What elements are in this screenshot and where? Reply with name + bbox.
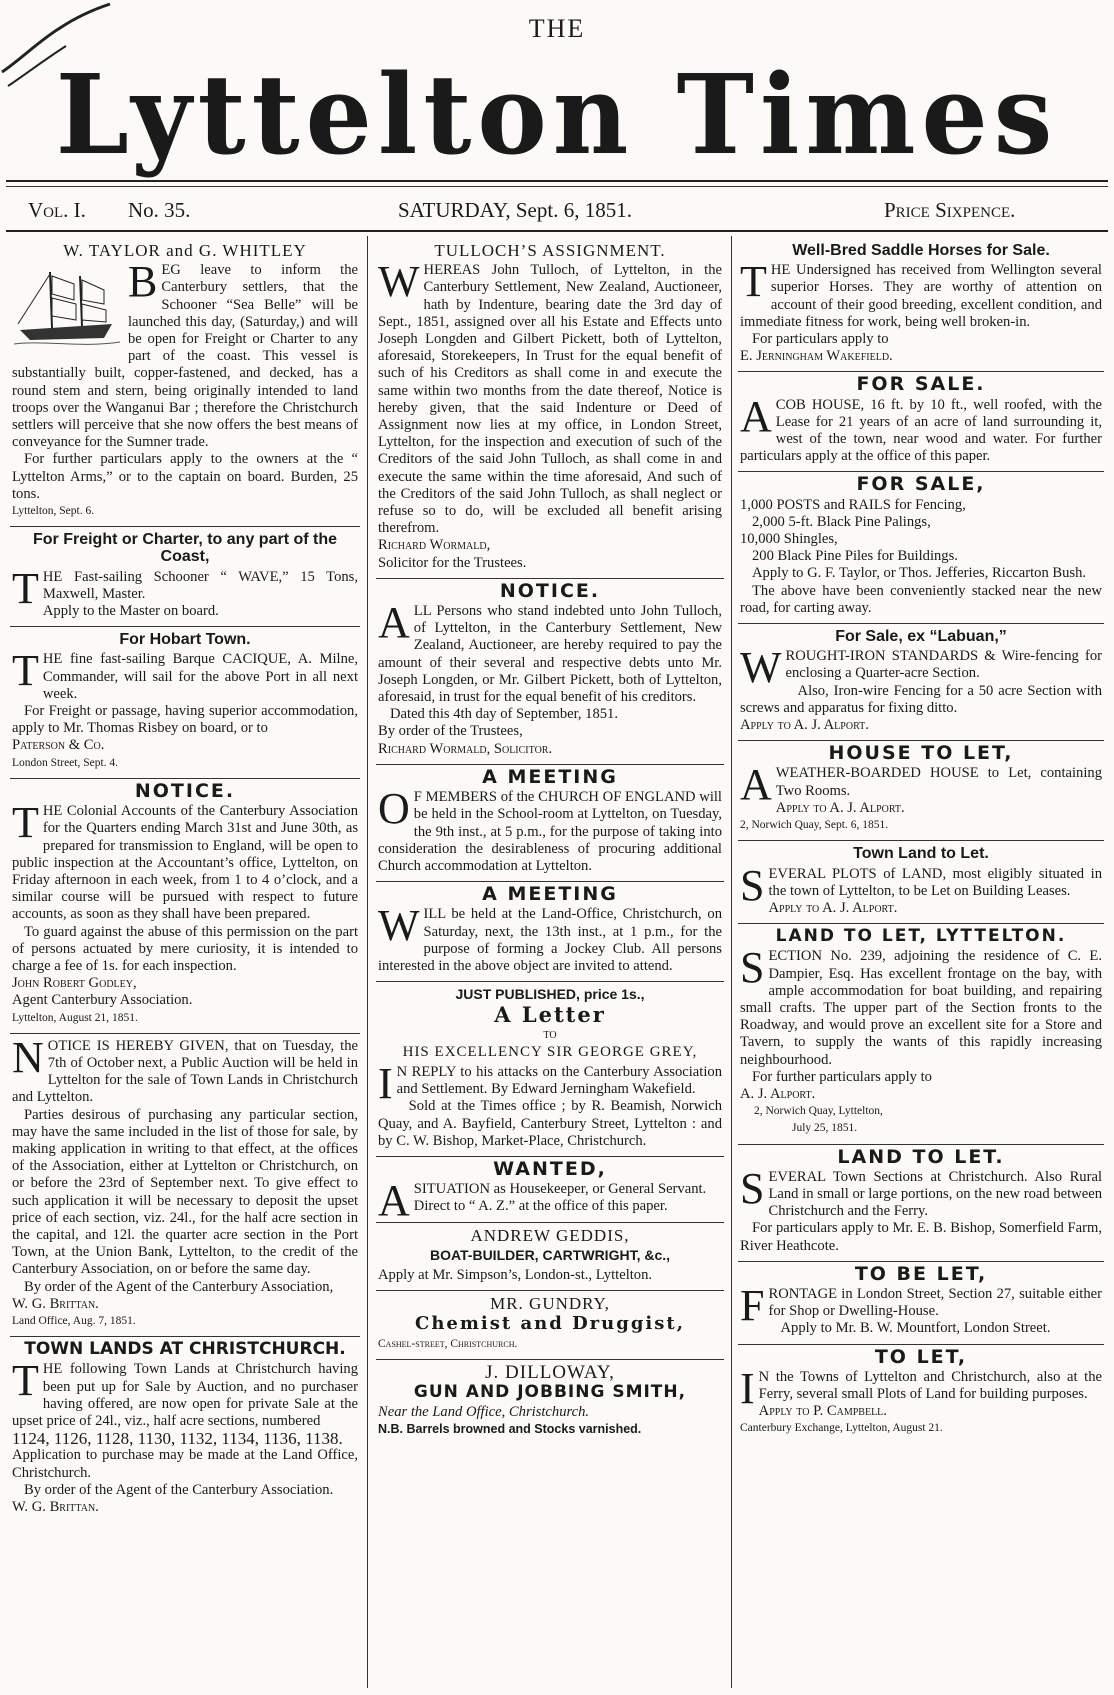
ad-heading: NOTICE. xyxy=(499,579,601,602)
ad-place-date: Land Office, Aug. 7, 1851. xyxy=(12,1314,136,1327)
ad-signature: W. G. Brittan. xyxy=(12,1295,99,1312)
volume: Vol. I. xyxy=(28,198,86,222)
ad-signature: E. Jerningham Wakefield. xyxy=(740,348,893,365)
business-address: Near the Land Office, Christchurch. xyxy=(378,1404,590,1421)
ad-church-meeting xyxy=(376,765,724,882)
column-2 xyxy=(376,238,724,1445)
drop-cap: T xyxy=(740,257,767,307)
ad-body: OTICE IS HEREBY GIVEN, that on Tuesday, the 7th of October next, a Public Auction will be held in Lyttelton for the sale of Town Lands in Christchurch and Lyttelton. xyxy=(12,1037,358,1106)
ad-signature-title: Solicitor for the Trustees. xyxy=(378,554,527,571)
drop-cap: W xyxy=(740,643,782,693)
ad-body-2: Dated this 4th day of September, 1851. xyxy=(390,706,619,723)
ad-body-2: Direct to “ A. Z.” at the office of this paper. xyxy=(413,1198,668,1215)
drop-cap: T xyxy=(12,798,39,848)
ad-saddle-horses xyxy=(738,238,1104,372)
ad-body: COB HOUSE, 16 ft. by 10 ft., well roofed, with the Lease for 21 years of an acre of land surrounding it, west of the town, near wood and water. For further particulars apply at the office of this paper. xyxy=(740,396,1102,465)
ad-body: N REPLY to his attacks on the Canterbury Association and Settlement. By Edward Jerningham Wakefield. xyxy=(396,1063,722,1098)
ad-body: HE Colonial Accounts of the Canterbury Association for the Quarters ending March 31st and June 30th, as prepared for transmission to England, will be open to public inspection at the Accountant’s office, Lyttelton, on Friday afternoon in each week, from 1 to 4 o’clock, and a similar course will be pursued with respect to future accounts, as soon as they shall have been prepared. xyxy=(12,803,358,923)
ad-signature: Paterson & Co. xyxy=(12,737,105,754)
ad-labuan-fencing xyxy=(738,624,1104,741)
ad-heading: LAND TO LET, LYTTELTON. xyxy=(775,926,1067,947)
ad-jockey-club-meeting xyxy=(376,882,724,982)
ad-signature: Apply to A. J. Alport. xyxy=(768,899,898,916)
ad-body-3: By order of the Trustees, xyxy=(378,723,523,740)
drop-cap: A xyxy=(740,760,772,810)
section-numbers: 1124, 1126, 1128, 1130, 1132, 1134, 1136, 1138. xyxy=(12,1429,343,1449)
ad-date: July 25, 1851. xyxy=(792,1122,858,1135)
ad-body: WEATHER-BOARDED HOUSE to Let, containing Two Rooms. xyxy=(775,765,1102,799)
ad-body: F MEMBERS of the CHURCH OF ENGLAND will be held in the School-room at Lyttelton, on Tuesday, the 9th inst., at 5 p.m., for the purpose of taking into consideration the desirableness of procuring additional Church accommodation at Lyttelton. xyxy=(378,789,722,874)
business-trade: GUN AND JOBBING SMITH, xyxy=(413,1381,687,1402)
ad-letter-published xyxy=(376,982,724,1157)
drop-cap: S xyxy=(740,860,765,910)
ad-place-date: Lyttelton, August 21, 1851. xyxy=(12,1011,138,1024)
ad-body: ROUGHT-IRON STANDARDS & Wire-fencing for enclosing a Quarter-acre Section. xyxy=(785,648,1102,682)
ad-body: HE following Town Lands at Christchurch having been put up for Sale by Auction, and no purchaser having offered, are now open for private Sale at the upset price of 24l., viz., half acre sections, numbered xyxy=(12,1361,358,1429)
item-line-2: 2,000 5-ft. Black Pine Palings, xyxy=(752,513,931,530)
ad-to-let-plots xyxy=(738,1345,1104,1444)
ad-place-date: London Street, Sept. 4. xyxy=(12,756,119,769)
ad-hobart xyxy=(10,627,360,779)
business-trade: Chemist and Druggist, xyxy=(415,1313,685,1335)
ad-body: Apply to G. F. Taylor, or Thos. Jefferies, Riccarton Bush. xyxy=(752,565,1087,582)
ad-heading: For Hobart Town. xyxy=(119,631,251,649)
ad-signature: John Robert Godley, xyxy=(12,975,137,992)
ad-heading: Town Land to Let. xyxy=(853,845,989,863)
publication-addressee: HIS EXCELLENCY SIR GEORGE GREY, xyxy=(402,1043,698,1060)
ad-body: EVERAL PLOTS of LAND, most eligibly situated in the town of Lyttelton, to be Let on Building Leases. xyxy=(768,865,1102,899)
ad-signature: Apply to A. J. Alport. xyxy=(775,799,905,816)
ad-town-land-to-let xyxy=(738,841,1104,924)
ad-body-3: By order of the Agent of the Canterbury Association. xyxy=(24,1481,334,1498)
ad-body-2: Sold at the Times office ; by R. Beamish, Norwich Quay, and A. Bayfield, Canterbury Street, Lyttelton : and by C. W. Bishop, Market-Place, Christchurch. xyxy=(378,1098,722,1149)
item-line-1: 1,000 POSTS and RAILS for Fencing, xyxy=(740,496,966,513)
ad-land-lyttelton xyxy=(738,924,1104,1144)
ad-house-to-let xyxy=(738,741,1104,841)
ad-body: EVERAL Town Sections at Christchurch. Also Rural Land in small or large portions, on the new road between Christchurch and the Ferry. xyxy=(768,1168,1102,1220)
dateline-rule xyxy=(6,230,1108,232)
ad-heading: Well-Bred Saddle Horses for Sale. xyxy=(792,242,1050,259)
ad-heading: W. TAYLOR and G. WHITLEY xyxy=(63,241,307,260)
drop-cap: T xyxy=(12,646,39,696)
publication-title: A Letter xyxy=(494,1002,606,1028)
business-address: Cashel-street, Christchurch. xyxy=(378,1337,518,1350)
business-name: J. DILLOWAY, xyxy=(485,1361,615,1383)
ad-tulloch-debts xyxy=(376,579,724,765)
drop-cap: I xyxy=(378,1058,393,1108)
ad-body: EG leave to inform the Canterbury settlers, that the Schooner “Sea Belle” will be launched this day, (Saturday,) and will be open for Freight or Charter to any part of the coast. This vessel is substantially built, copper-fastened, and decked, has a round stem and stern, being originally intended to land troops over the Wanganui Bar ; therefore the Christchurch settlers will perceive that she now offers the best means of conveyance for the Sumner trade. xyxy=(12,262,358,451)
ad-heading: For Freight or Charter, to any part of the Coast, xyxy=(32,531,338,566)
ad-signature: A. J. Alport. xyxy=(740,1085,816,1102)
ad-body-2: For particulars apply to Mr. E. B. Bishop, Somerfield Farm, River Heathcote. xyxy=(740,1220,1102,1254)
ad-body: HE fine fast-sailing Barque CACIQUE, A. Milne, Commander, will sail for the above Port in all next week. xyxy=(42,651,358,702)
column-divider-2 xyxy=(731,236,732,1688)
ad-signature: Apply to P. Campbell. xyxy=(758,1403,887,1420)
column-1 xyxy=(10,238,360,1522)
ad-heading: TO LET, xyxy=(874,1345,968,1368)
ad-body-2: Apply to the Master on board. xyxy=(42,603,219,620)
drop-cap: N xyxy=(12,1032,44,1082)
drop-cap: I xyxy=(740,1363,755,1413)
ad-body-2: For particulars apply to xyxy=(752,331,889,348)
drop-cap: A xyxy=(740,391,772,441)
business-trade: BOAT-BUILDER, CARTWRIGHT, &c., xyxy=(429,1246,671,1263)
ad-signature: Apply to A. J. Alport. xyxy=(740,717,869,734)
ad-town-lands xyxy=(10,1337,360,1522)
dateline xyxy=(0,198,1114,228)
newspaper-title: Lyttelton Times xyxy=(55,49,1059,180)
ad-tulloch-assignment xyxy=(376,238,724,579)
drop-cap: O xyxy=(378,784,410,834)
ad-gundry xyxy=(376,1291,724,1360)
ad-heading: FOR SALE. xyxy=(856,373,986,396)
ad-body: ECTION No. 239, adjoining the residence of C. E. Dampier, Esq. Has excellent frontage on the bay, with ample accommodation for boat building, and repairing small crafts. The upper part of the Section fronts to the Roadway, and would prove an excellent site for a Store and Tavern, to supply the wants of this rapidly increasing neighbourhood. xyxy=(740,948,1102,1068)
ad-body-2: The above have been conveniently stacked near the new road, for carting away. xyxy=(740,582,1102,616)
drop-cap: T xyxy=(12,1356,39,1406)
ad-heading: WANTED, xyxy=(493,1157,607,1180)
ad-wave xyxy=(10,527,360,627)
drop-cap: W xyxy=(378,257,420,307)
price: Price Sixpence. xyxy=(884,198,1016,222)
ad-wanted xyxy=(376,1157,724,1226)
drop-cap: A xyxy=(378,1176,410,1226)
ad-body-2: To guard against the abuse of this permission on the part of persons actuated by mere curiosity, it is intended to charge a fee of 1s. for each inspection. xyxy=(12,923,358,974)
ad-body: RONTAGE in London Street, Section 27, suitable either for Shop or Dwelling-House. xyxy=(768,1285,1102,1320)
ad-heading: A MEETING xyxy=(482,765,618,788)
ad-body-2: Apply to Mr. B. W. Mountfort, London Street. xyxy=(780,1320,1051,1337)
item-line-3: 10,000 Shingles, xyxy=(740,531,838,548)
ad-body: HEREAS John Tulloch, of Lyttelton, in the Canterbury Settlement, New Zealand, Auctioneer, hath by Indenture, bearing date the 3rd day of Sept., 1851, assigned over all his Estate and Effects unto Joseph Longden and Gilbert Pickett, both of Lyttelton, aforesaid, Storekeepers, In Trust for the equal benefit of such of his Creditors as shall come in and execute the same within two months from the date thereof, Notice is hereby given, that the said Indenture or Deed of Assignment now lies at my office, in London Street, Lyttelton, for the inspection and execution of such of the Creditors of the said John Tulloch, as shall come in and execute the same within the time aforesaid, And such of the Creditors of the said John Tulloch, as shall neglect or refuse so to do, will be excluded all benefit arising therefrom. xyxy=(378,262,722,537)
masthead-the: THE xyxy=(528,14,586,43)
business-note: N.B. Barrels browned and Stocks varnished. xyxy=(378,1422,642,1437)
ad-heading: FOR SALE, xyxy=(856,473,986,496)
masthead-rule-inner xyxy=(6,186,1108,187)
ad-public-auction xyxy=(10,1034,360,1337)
drop-cap: S xyxy=(740,943,765,993)
issue-date: SATURDAY, Sept. 6, 1851. xyxy=(398,198,632,222)
ad-heading: A MEETING xyxy=(482,883,618,906)
ad-cob-house xyxy=(738,372,1104,472)
business-address: Apply at Mr. Simpson’s, London-st., Lyttelton. xyxy=(378,1266,653,1283)
publication-to: TO xyxy=(543,1029,557,1041)
ad-place-date: Lyttelton, Sept. 6. xyxy=(12,505,95,518)
drop-cap: B xyxy=(128,257,158,307)
item-line-4: 200 Black Pine Piles for Buildings. xyxy=(752,548,958,565)
ad-body: SITUATION as Housekeeper, or General Servant. xyxy=(413,1181,707,1198)
ad-body-2: Also, Iron-wire Fencing for a 50 acre Section with screws and apparatus for fixing ditto. xyxy=(740,682,1102,716)
masthead xyxy=(0,0,1114,190)
masthead-rule-top xyxy=(6,180,1108,182)
ad-body: LL Persons who stand indebted unto John Tulloch, of Lyttelton, in the Canterbury Settlement, New Zealand, Auctioneer, are hereby required to pay the amount of their several and respective debts unto Mr. Joseph Longden, or Mr. Gilbert Pickett, both of Lyttelton, aforesaid, in trust for the equal benefit of his creditors. xyxy=(378,603,722,706)
ad-body: HE Fast-sailing Schooner “ WAVE,” 15 Tons, Maxwell, Master. xyxy=(42,568,358,602)
ad-colonial-accounts xyxy=(10,779,360,1034)
ad-body-3: By order of the Agent of the Canterbury Association, xyxy=(24,1278,334,1295)
column-3 xyxy=(738,238,1104,1444)
ad-body: ILL be held at the Land-Office, Christchurch, on Saturday, next, the 13th inst., at 1 p.m., for the purpose of forming a Jockey Club. All persons interested in the above object are invited to attend. xyxy=(378,906,722,974)
drop-cap: F xyxy=(740,1280,765,1330)
drop-cap: S xyxy=(740,1163,765,1213)
ad-heading: TO BE LET, xyxy=(854,1262,988,1285)
ad-sea-belle xyxy=(10,238,360,527)
issue-number: No. 35. xyxy=(128,198,191,222)
ad-frontage xyxy=(738,1262,1104,1345)
ad-heading: TOWN LANDS AT CHRISTCHURCH. xyxy=(24,1339,346,1360)
ad-signature-title: Agent Canterbury Association. xyxy=(12,992,193,1009)
ad-signature: Richard Wormald, Solicitor. xyxy=(378,740,553,757)
ad-posts-rails xyxy=(738,472,1104,624)
drop-cap: W xyxy=(378,901,420,951)
drop-cap: A xyxy=(378,598,410,648)
column-divider-1 xyxy=(367,236,368,1688)
ad-body: N the Towns of Lyttelton and Christchurch, also at the Ferry, several small Plots of Land for building purposes. xyxy=(758,1368,1102,1402)
ad-signature: Richard Wormald, xyxy=(378,537,491,554)
ad-body-2: For further particulars apply to the owners at the “ Lyttelton Arms,” or to the captain on board. Burden, 25 tons. xyxy=(12,451,358,502)
ad-heading: For Sale, ex “Labuan,” xyxy=(835,628,1007,646)
ship-icon xyxy=(12,264,122,350)
ad-body-2: Parties desirous of purchasing any particular section, may have the same included in the list of those for sale, by making application in writing to that effect, at the offices of the Association, either at Lyttelton or Christchurch, on or before the 23rd of September next. To give effect to such application it will be necessary to deposit the upset price of each section, viz. 24l., for the half acre section in the capital, and 12l. the quarter acre section in the Port Town, at the Union Bank, Lyttelton, to the credit of the Canterbury Association, on or before the same day. xyxy=(12,1106,358,1278)
business-name: MR. GUNDRY, xyxy=(490,1294,610,1314)
ad-heading: JUST PUBLISHED, price 1s., xyxy=(455,986,645,1003)
ad-heading: TULLOCH’S ASSIGNMENT. xyxy=(434,241,666,260)
ad-dilloway xyxy=(376,1360,724,1445)
ad-geddis xyxy=(376,1223,724,1292)
ad-body: HE Undersigned has received from Wellington several superior Horses. They are worthy of attention on account of their good breeding, excellent condition, and immediate fitness for work, being well broken-in. xyxy=(740,262,1102,330)
ad-body-2: Application to purchase may be made at the Land Office, Christchurch. xyxy=(12,1447,358,1481)
ad-place: 2, Norwich Quay, Lyttelton, xyxy=(754,1105,883,1118)
ad-body-2: For further particulars apply to xyxy=(752,1068,932,1085)
ad-place-date: 2, Norwich Quay, Sept. 6, 1851. xyxy=(740,819,889,832)
drop-cap: T xyxy=(12,563,39,613)
ad-heading: NOTICE. xyxy=(134,779,236,802)
ad-heading: LAND TO LET. xyxy=(837,1145,1005,1168)
ad-body-2: For Freight or passage, having superior accommodation, apply to Mr. Thomas Risbey on board, or to xyxy=(12,703,358,737)
ad-heading: HOUSE TO LET, xyxy=(828,742,1014,765)
ad-signature: W. G. Brittan. xyxy=(12,1499,99,1516)
ad-land-to-let xyxy=(738,1145,1104,1262)
business-name: ANDREW GEDDIS, xyxy=(470,1225,630,1245)
ad-place-date: Canterbury Exchange, Lyttelton, August 21. xyxy=(740,1422,943,1435)
